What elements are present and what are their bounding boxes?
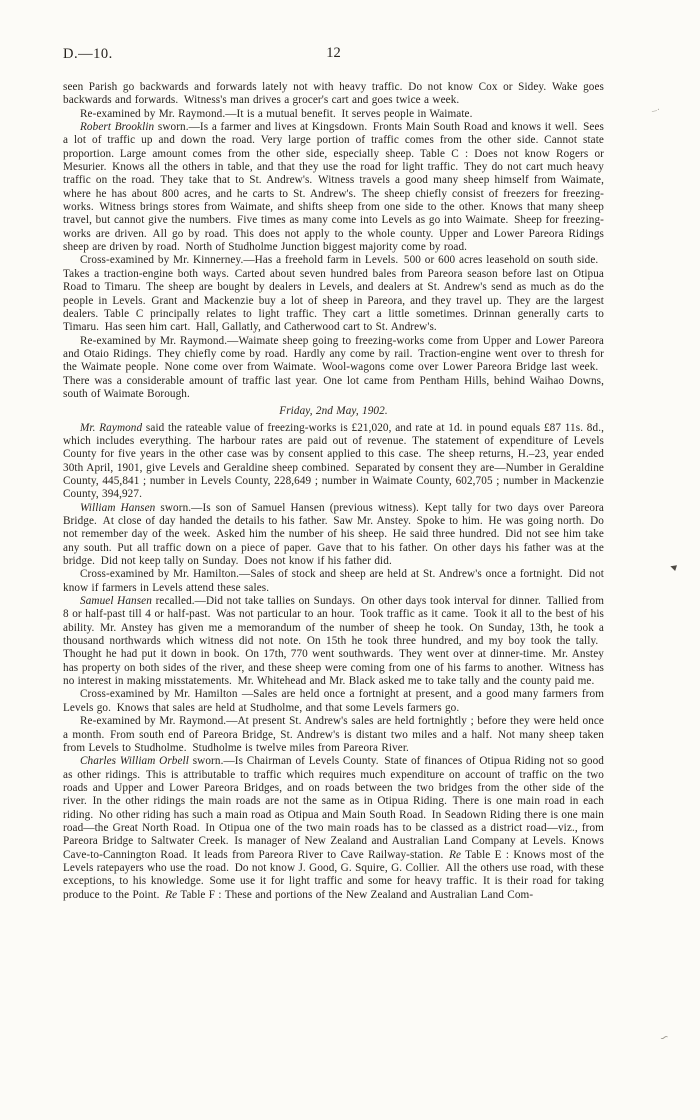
text-segment: sworn.—Is Chairman of Levels County. State of finances of Otipua Riding not so good as other ridings. This is attributable to traffic which requires much expenditure on account of traffic on the two roads and Upper and Lower Pareora Bridges, and on roads between the two bridges from the other side of the river. In the other ridings the main roads are not the same as in Otipua Riding. There is one main road in each riding. No other riding has such a main road as Otipua and Main South Road. In Seadown Riding there is one main road—the Great North Road. In Otipua one of the two main roads has to be classed as a district road—viz., from Pareora Bridge to Saltwater Creek. Is manager of New Zealand and Australian Land Company at Levels. Knows Cave-to-Cannington Road. It leads from Pareora River to Cave Railway-station. [63, 755, 604, 861]
paragraph [63, 568, 604, 595]
document-text-body [63, 81, 604, 902]
text-segment: Re-examined by Mr. Raymond.—Waimate sheep going to freezing-works come from Upper and Lower Pareora and Otaio Ridings. They chiefly come by road. Hardly any come by rail. Traction-engine went over to thresh for the Waimate people. None come over from Waimate. Wool-wagons come over Lower Pareora Bridge last week. There was a considerable amount of traffic last year. One lot came from Pentham Hills, behind Waihao Downs, south of Waimate Borough. [63, 334, 604, 400]
paragraph [63, 422, 604, 502]
paragraph [63, 121, 604, 254]
italic-text-segment: Mr. Raymond [80, 421, 143, 434]
italic-text-segment: Charles William Orbell [80, 755, 189, 768]
italic-text-segment: Samuel Hansen [80, 595, 152, 608]
text-segment: seen Parish go backwards and forwards lately not with heavy traffic. Do not know Cox or Sidey. Wake goes backwards and forwards. Witness's man drives a grocer's cart and goes twice a week. [63, 81, 604, 107]
text-segment: sworn.—Is a farmer and lives at Kingsdown. Fronts Main South Road and knows it well. Sees a lot of traffic up and down the road. Very large portion of traffic comes from the other side. Cannot state proportion. Large amount comes from the other side, especially sheep. Table C : Does not know Rogers or Mesurier. Knows all the others in table, and that they use the road for light traffic. They do not cart much heavy traffic on the road. They take that to St. Andrew's. Witness travels a good many sheep himself from Waimate, where he has about 800 acres, and he carts to St. Andrew's. The sheep chiefly consist of freezers for freezing-works. Witness brings stores from Waimate, and shifts sheep from one side to the other. Knows that many sheep travel, but cannot give the numbers. Five times as many come into Levels as go into Waimate. Sheep for freezing-works are driven. All go by road. This does not apply to the whole county. Upper and Lower Pareora Ridings sheep are driven by road. North of Studholme Junction biggest majority come by road. [63, 121, 604, 254]
text-segment: said the rateable value of freezing-works is £21,020, and rate at 1d. in pound equals £87 11s. 8d., which includes everything. The harbour rates are paid out of revenue. The statement of expenditure of Levels County for five years in the other case was by consent applied to this case. The sheep returns, H.–23, year ended 30th April, 1901, give Levels and Geraldine sheep combined. Separated by consent they are—Number in Geraldine County, 445,841 ; number in Levels County, 228,649 ; number in Waimate County, 602,705 ; number in Mackenzie County, 394,927. [63, 421, 604, 501]
text-segment: recalled.—Did not take tallies on Sundays. On other days took interval for dinner. Tallied from 8 or half-past till 4 or half-past. Was not particular to an hour. Took traffic as it came. Took it all to the best of his ability. Mr. Anstey has given me a memorandum of the number of sheep he took. On Sunday, 13th, he took a thousand northwards which witness did not note. On 15th he took three hundred, and my boy took the tally. Thought he had put it down in book. On 17th, 770 went southwards. They went over at dinner-time. Mr. Anstey has property on both sides of the river, and these sheep were coming from one of his farms to another. Witness has no interest in making misstatements. Mr. Whitehead and Mr. Black asked me to take tally and the county paid me. [63, 595, 604, 688]
pencil-dash-mark: –· [651, 104, 662, 117]
italic-text-segment: Re [165, 888, 178, 901]
paragraph [63, 715, 604, 755]
text-segment: Cross-examined by Mr. Hamilton.—Sales of stock and sheep are held at St. Andrew's once a fortnight. Did not know if farmers in Levels attend these sales. [63, 568, 604, 594]
text-segment: Re-examined by Mr. Raymond.—At present St. Andrew's sales are held fortnightly ; before they were held once a month. From south end of Pareora Bridge, St. Andrew's is distant two miles and a half. Not many sheep taken from Levels to Studholme. Studholme is twelve miles from Pareora River. [63, 715, 604, 754]
pencil-squiggle-mark: ∽ [658, 1030, 671, 1046]
paragraph [63, 595, 604, 688]
text-segment: Cross-examined by Mr. Kinnerney.—Has a freehold farm in Levels. 500 or 600 acres leasehold on south side. Takes a traction-engine both ways. Carted about seven hundred bales from Pareora season before last on Otipua Road to Timaru. The sheep are bought by dealers in Levels, and dealers at St. Andrew's send as much as do the people in Levels. Grant and Mackenzie buy a lot of sheep in Pareora, and they travel up. They are the largest dealers. Table C principally relates to light traffic. They cart a little sometimes. Drinnan generally carts to Timaru. Has seen him cart. Hall, Gallatly, and Catherwood cart to St. Andrew's. [63, 254, 604, 334]
pencil-arrow-mark: ◄ [666, 560, 680, 575]
italic-text-segment: Robert Brooklin [80, 121, 155, 134]
text-segment: Table E : Knows most of the Levels ratepayers who use the road. Do not know J. Good, G. Squire, G. Collier. All the others use road, with these exceptions, to his knowledge. Some use it for light traffic and some for heavy traffic. It is their road for taking produce to the Point. [63, 848, 605, 901]
paragraph [63, 502, 604, 569]
italic-text-segment: William Hansen [80, 501, 156, 514]
paragraph [63, 254, 604, 334]
italic-text-segment: Re [449, 848, 462, 861]
paragraph [63, 81, 604, 108]
page-number: 12 [326, 45, 341, 61]
paragraph [63, 108, 604, 121]
paragraph [63, 335, 604, 402]
date-heading [63, 405, 604, 418]
italic-text-segment: Friday, 2nd May, 1902. [279, 405, 388, 418]
text-segment: Re-examined by Mr. Raymond.—It is a mutual benefit. It serves people in Waimate. [80, 107, 473, 120]
text-segment: sworn.—Is son of Samuel Hansen (previous witness). Kept tally for two days over Pareora Bridge. At close of day handed the details to his father. Saw Mr. Anstey. Spoke to him. He was going north. Do not remember day of the week. Asked him the number of his sheep. He said three hundred. Did not see him take any south. Put all traffic down on a piece of paper. Gave that to his father. On other days his father was at the bridge. Did not keep tally on Sunday. Does not know if his father did. [63, 501, 604, 568]
document-reference-number: D.—10. [63, 46, 113, 62]
paragraph [63, 688, 604, 715]
text-segment: Cross-examined by Mr. Hamilton —Sales are held once a fortnight at present, and a good many farmers from Levels go. Knows that sales are held at Studholme, and that some Levels farmers go. [63, 688, 604, 714]
text-segment: Table F : These and portions of the New Zealand and Australian Land Com- [177, 888, 534, 901]
paragraph [63, 755, 604, 902]
